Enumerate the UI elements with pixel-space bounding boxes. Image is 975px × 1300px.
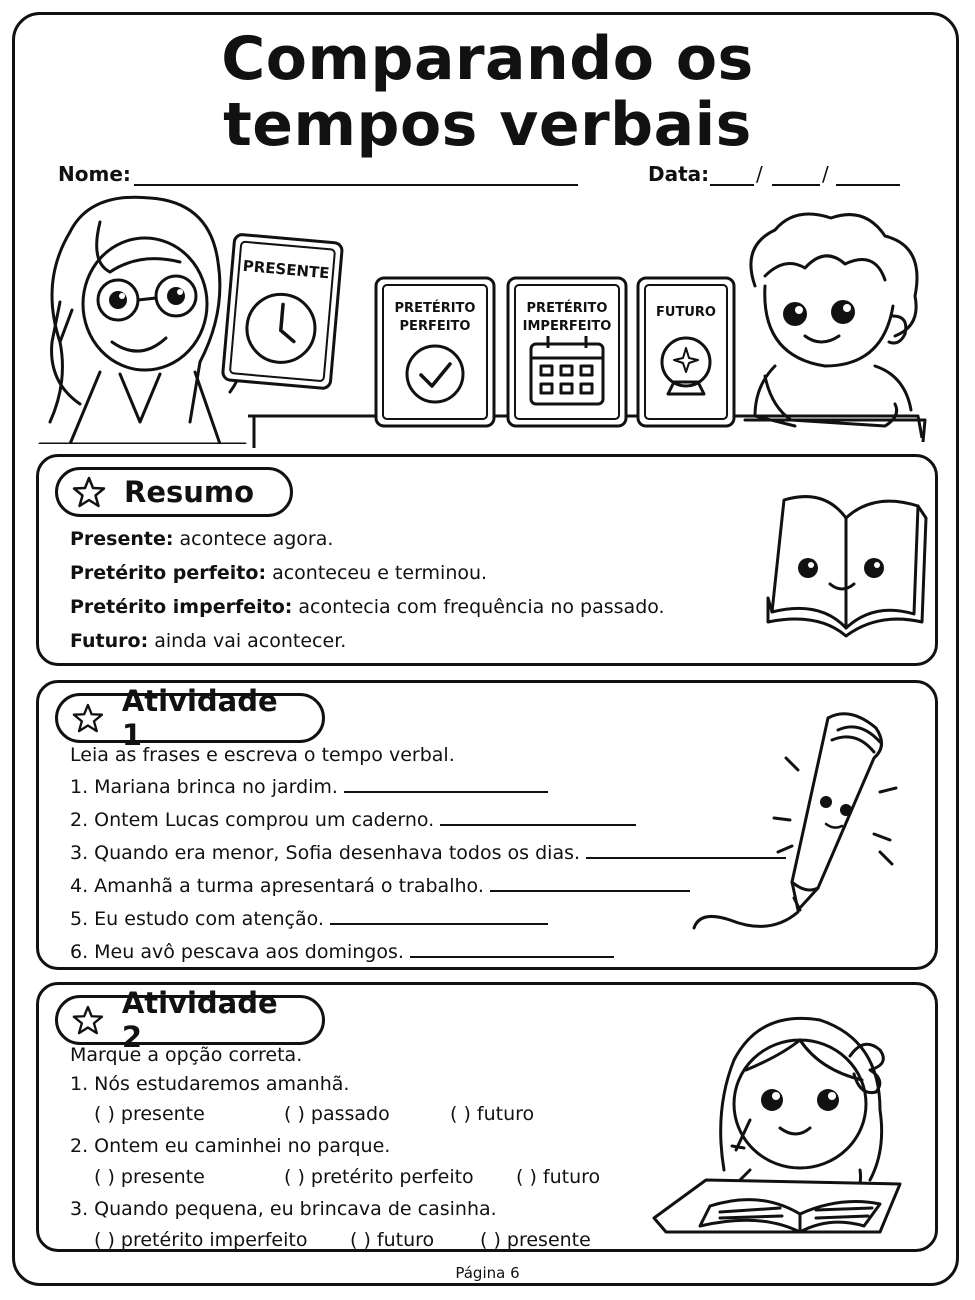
activity1-instruction: Leia as frases e escreva o tempo verbal. <box>70 744 455 766</box>
date-separator: / <box>822 162 829 186</box>
option-checkbox[interactable]: ( ) presente <box>94 1103 205 1125</box>
date-year-field[interactable] <box>836 184 900 186</box>
activity2-instruction: Marque a opção correta. <box>70 1044 303 1066</box>
date-label: Data: <box>648 162 710 186</box>
activity1-item: 3. Quando era menor, Sofia desenhava todos os dias. <box>70 842 786 864</box>
answer-blank[interactable] <box>410 942 614 958</box>
date-month-field[interactable] <box>772 184 820 186</box>
activity1-heading <box>55 684 325 752</box>
summary-item: Pretérito imperfeito: acontecia com frequência no passado. <box>70 596 665 618</box>
option-checkbox[interactable]: ( ) futuro <box>350 1229 435 1251</box>
page-title-line1: Comparando os <box>221 24 754 94</box>
svg-text:IMPERFEITO: IMPERFEITO <box>522 319 612 334</box>
option-checkbox[interactable]: ( ) futuro <box>450 1103 535 1125</box>
activity1-item: 4. Amanhã a turma apresentará o trabalho. <box>70 875 690 897</box>
card-perfeito-label: PRETÉRITO <box>394 301 476 316</box>
activity1-item: 1. Mariana brinca no jardim. <box>70 776 548 798</box>
activity2-heading <box>55 986 325 1054</box>
activity2-heading-label: Atividade 2 <box>121 986 278 1054</box>
pencil-icon <box>690 706 910 938</box>
girl-writing-illustration <box>650 1000 912 1240</box>
option-checkbox[interactable]: ( ) futuro <box>516 1166 601 1188</box>
date-day-field[interactable] <box>710 184 754 186</box>
activity2-question: 1. Nós estudaremos amanhã. <box>70 1073 350 1095</box>
summary-heading-label: Resumo <box>124 475 255 509</box>
star-icon <box>72 701 104 735</box>
card-futuro-label: FUTURO <box>656 305 716 320</box>
answer-blank[interactable] <box>330 909 548 925</box>
option-checkbox[interactable]: ( ) passado <box>284 1103 390 1125</box>
star-icon <box>72 475 106 509</box>
activity1-heading-label: Atividade 1 <box>121 684 278 752</box>
svg-text:PERFEITO: PERFEITO <box>399 319 471 334</box>
option-checkbox[interactable]: ( ) pretérito perfeito <box>284 1166 474 1188</box>
name-label: Nome: <box>58 162 131 186</box>
summary-item: Pretérito perfeito: aconteceu e terminou. <box>70 562 488 584</box>
star-icon <box>72 1003 104 1037</box>
option-checkbox[interactable]: ( ) presente <box>94 1166 205 1188</box>
page-number: Página 6 <box>455 1264 520 1282</box>
summary-item: Presente: acontece agora. <box>70 528 334 550</box>
page-title-line2: tempos verbais <box>223 90 752 160</box>
answer-blank[interactable] <box>344 777 548 793</box>
date-separator: / <box>756 162 763 186</box>
answer-blank[interactable] <box>490 876 690 892</box>
summary-heading <box>55 467 293 517</box>
summary-item: Futuro: ainda vai acontecer. <box>70 630 347 652</box>
card-presente-label: PRESENTE <box>242 256 331 283</box>
card-imperfeito-label: PRETÉRITO <box>526 301 608 316</box>
activity1-item: 6. Meu avô pescava aos domingos. <box>70 941 614 963</box>
name-field[interactable] <box>134 184 578 186</box>
book-icon <box>764 488 930 638</box>
activity2-question: 3. Quando pequena, eu brincava de casinha. <box>70 1198 497 1220</box>
answer-blank[interactable] <box>440 810 636 826</box>
activity2-question: 2. Ontem eu caminhei no parque. <box>70 1135 391 1157</box>
activity1-item: 2. Ontem Lucas comprou um caderno. <box>70 809 636 831</box>
option-checkbox[interactable]: ( ) presente <box>480 1229 591 1251</box>
option-checkbox[interactable]: ( ) pretérito imperfeito <box>94 1229 308 1251</box>
boy-illustration <box>735 206 935 442</box>
activity1-item: 5. Eu estudo com atenção. <box>70 908 548 930</box>
